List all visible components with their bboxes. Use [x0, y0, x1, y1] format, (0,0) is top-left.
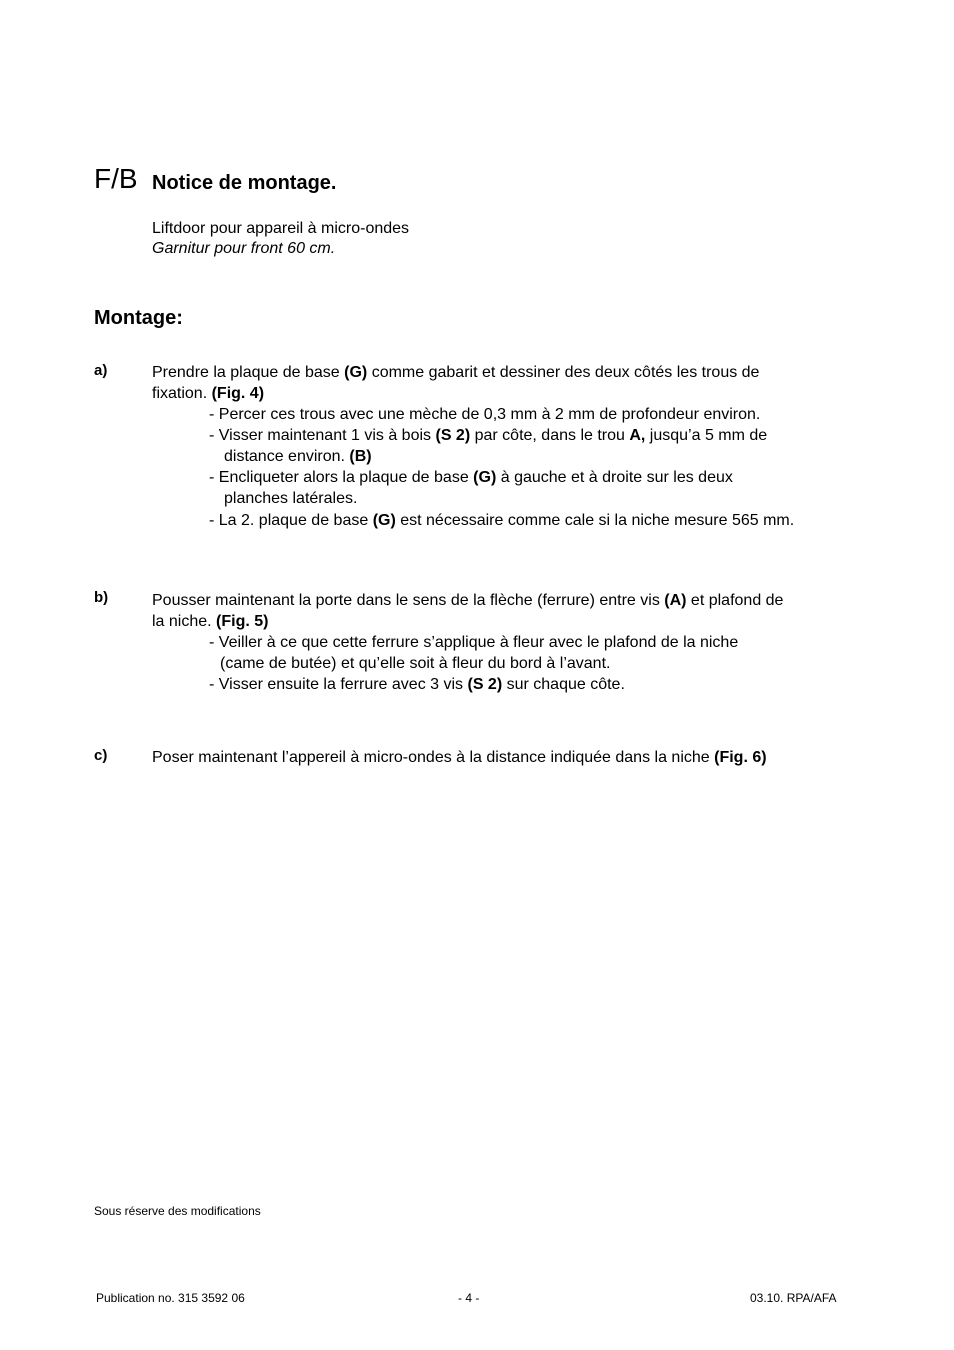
product-variant: Garnitur pour front 60 cm. [152, 240, 336, 257]
step-c-label: c) [94, 747, 108, 764]
step-b-line-4: (came de butée) et qu’elle soit à fleur du bord à l’avant. [220, 655, 611, 672]
footer-note: Sous réserve des modifications [94, 1204, 261, 1218]
step-b-line-1: Pousser maintenant la porte dans le sens de la flèche (ferrure) entre vis (A) et plafond de [152, 592, 784, 609]
step-c-line-1: Poser maintenant l’appereil à micro-ondes à la distance indiquée dans la niche (Fig. 6) [152, 749, 767, 766]
step-a-line-2: fixation. (Fig. 4) [152, 385, 265, 402]
step-a-line-4: - Visser maintenant 1 vis à bois (S 2) par côte, dans le trou A, jusqu’a 5 mm de [209, 427, 768, 444]
step-a-line-6: - Encliqueter alors la plaque de base (G) à gauche et à droite sur les deux [209, 469, 733, 486]
language-code: F/B [94, 163, 138, 194]
step-a-label: a) [94, 362, 108, 379]
step-a-line-7: planches latérales. [224, 490, 358, 507]
section-title: Montage: [94, 307, 183, 329]
step-b-label: b) [94, 589, 109, 606]
step-a-line-8: - La 2. plaque de base (G) est nécessaire comme cale si la niche mesure 565 mm. [209, 512, 795, 529]
page-number: - 4 - [458, 1291, 480, 1305]
product-name: Liftdoor pour appareil à micro-ondes [152, 220, 410, 237]
step-b-line-2: la niche. (Fig. 5) [152, 613, 269, 630]
step-b-line-5: - Visser ensuite la ferrure avec 3 vis (S 2) sur chaque côte. [209, 676, 625, 693]
document-title: Notice de montage. [152, 172, 337, 194]
step-b-line-3: - Veiller à ce que cette ferrure s’applique à fleur avec le plafond de la niche [209, 634, 739, 651]
step-a-line-3: - Percer ces trous avec une mèche de 0,3 mm à 2 mm de profondeur environ. [209, 406, 761, 423]
step-a-line-5: distance environ. (B) [224, 448, 372, 465]
step-a-line-1: Prendre la plaque de base (G) comme gabarit et dessiner des deux côtés les trous de [152, 364, 760, 381]
publication-number: Publication no. 315 3592 06 [96, 1291, 245, 1305]
revision-code: 03.10. RPA/AFA [750, 1291, 837, 1305]
